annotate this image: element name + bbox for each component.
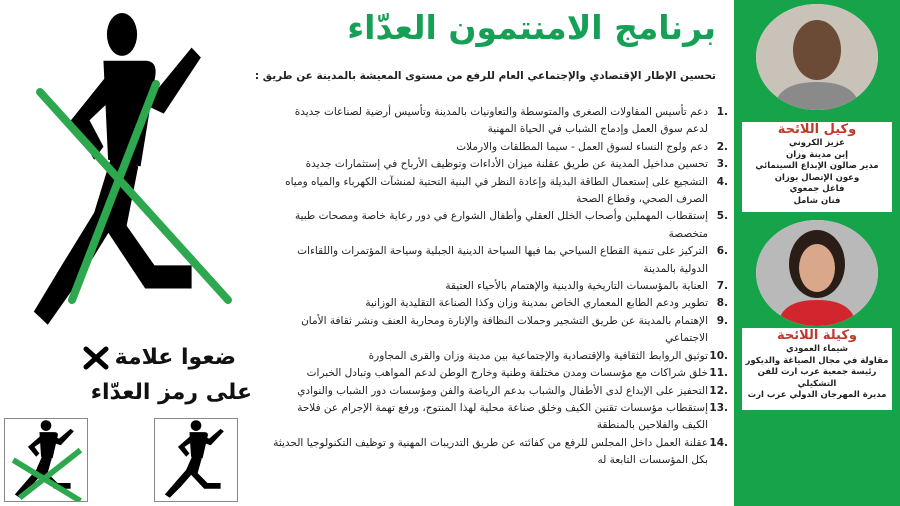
item-text: التشجيع على إستعمال الطاقة البديلة وإعادة النظر في البنية التحتية لمنشآت الكهرباء والمياه ومياه الصرف الصحي، وقطاع الصحة — [285, 175, 708, 206]
list-item — [270, 400, 728, 435]
item-number: 9. — [716, 314, 728, 327]
card-line: شيماء العمودي — [785, 344, 849, 354]
item-number: 10. — [709, 349, 728, 362]
list-item — [270, 365, 728, 382]
vote-instruction-line1 — [83, 345, 236, 370]
card-line: التشكيلي — [797, 378, 837, 389]
item-text: تطوير ودعم الطابع المعماري الخاص بمدينة وزان وكذا الصناعة التقليدية الوزانية — [365, 297, 708, 310]
candidate-card-1 — [742, 122, 892, 212]
item-text: دعم ولوج النساء لسوق العمل - سيما المطلقات والارملات — [456, 140, 708, 153]
item-text: توثيق الروابط الثقافية والإقتصادية والإجتماعية بين مدينة وزان والقرى المجاورة — [368, 349, 708, 362]
card-title: وكيلة اللائحة — [776, 328, 857, 343]
candidates-panel — [734, 0, 900, 506]
item-number: 8. — [716, 297, 728, 310]
list-item — [270, 243, 728, 278]
list-item — [270, 313, 728, 348]
item-number: 6. — [716, 245, 728, 258]
list-item — [270, 295, 728, 312]
list-item — [270, 383, 728, 400]
card-line: عزيز الكروني — [789, 138, 845, 148]
card-line: إبن مدينة وزان — [785, 149, 848, 160]
item-number: 5. — [716, 210, 728, 223]
item-text: خلق شراكات مع مؤسسات ومدن مختلفة وطنية وخارج الوطن لدعم المواهب وتبادل الخبرات — [306, 367, 708, 380]
item-number: 7. — [716, 280, 728, 293]
list-item — [270, 435, 728, 470]
card-line: مديرة المهرجان الدولي عرب ارت — [747, 390, 887, 400]
vote-instruction-line2: على رمز العدّاء — [90, 380, 252, 405]
black-x-mark-icon — [83, 346, 109, 370]
item-number: 2. — [716, 140, 728, 153]
card-line: فاعل جمعوي — [789, 184, 845, 194]
item-number: 4. — [716, 175, 728, 188]
list-item — [270, 348, 728, 365]
item-text: الإهتمام بالمدينة عن طريق التشجير وحملات النظافة والإنارة ومحاربة العنف ونشر ثقافة الأمان الاجتماعي — [301, 314, 708, 345]
card-title: وكيل اللائحة — [777, 122, 857, 137]
item-number: 12. — [709, 384, 728, 397]
item-number: 11. — [709, 367, 728, 380]
runner-example-crossed-icon — [5, 419, 87, 501]
list-item — [270, 139, 728, 156]
vote-instruction-text: ضعوا علامة — [114, 345, 236, 370]
card-line: وعون الإتصال بوزان — [774, 172, 860, 183]
candidate-card-2 — [742, 328, 892, 410]
program-subtitle: تحسين الإطار الإقتصادي والإجتماعي العام للرفع من مستوى المعيشة بالمدينة عن طريق : — [254, 70, 716, 82]
list-item — [270, 156, 728, 173]
green-cross-icon — [0, 0, 262, 340]
list-item — [270, 208, 728, 243]
item-number: 13. — [709, 401, 728, 414]
item-text: التركيز على تنمية القطاع السياحي بما فيها السياحة الدينية الجبلية وسياحة المؤتمرات واللقاءات الدولية بالمدينة — [297, 245, 708, 275]
candidate-photo-male — [756, 4, 878, 110]
item-text: إستقطاب مؤسسات تقنين الكيف وخلق صناعة محلية لهذا المنتوج، ورفع تهمة الإجرام عن فلاحة الكيف والفلاحين بالمنطقة — [297, 401, 708, 432]
item-number: 1. — [716, 106, 728, 118]
item-text: التحفيز على الإبداع لدى الأطفال والشباب بدعم الرياضة والفن ومؤسسات دور الشباب والنوادي — [297, 384, 708, 397]
item-text: عقلنة العمل داخل المجلس للرفع من كفائته عن طريق التدريبات المهنية و توظيف التكنولوجيا الحديثة بكل المؤسسات التابعة له — [273, 436, 708, 467]
item-text: إستقطاب المهملين وأصحاب الخلل العقلي وأطفال الشوارع في دور رعاية خاصة ومصحات طبية متخصصة — [294, 210, 708, 240]
item-number: 3. — [716, 158, 728, 171]
list-item — [270, 104, 728, 139]
program-title: برنامج الامنتمون العدّاء — [347, 8, 716, 47]
runner-example — [154, 418, 238, 502]
item-text: دعم تأسيس المقاولات الصغرى والمتوسطة والتعاونيات بالمدينة وتأسيس أرضية لصناعات جديدة لدعم سوق العمل وإدماج الشباب في الحياة المهنية — [294, 106, 708, 136]
card-line: فنان شامل — [793, 195, 841, 206]
item-text: العناية بالمؤسسات التاريخية والدينية والإهتمام بالأحياء العتيقة — [445, 280, 708, 293]
program-list — [270, 104, 728, 470]
list-item — [270, 174, 728, 209]
program-panel — [254, 0, 734, 506]
candidate-photo-female — [756, 220, 878, 326]
item-text: تحسين مداخيل المدينة عن طريق عقلنة ميزان الأداءات وتوظيف الأرباح في إستثمارات جديدة — [305, 158, 708, 171]
runner-example-icon — [155, 419, 237, 501]
card-line: مقاولة في مجال الصياغة والديكور — [745, 355, 889, 366]
runner-example-crossed — [4, 418, 88, 502]
item-number: 14. — [709, 436, 728, 449]
card-line: رئيسة جمعية عرب ارت للفن — [757, 367, 877, 377]
card-line: مدير صالون الإبداع السينمائي — [755, 161, 879, 171]
runner-panel — [0, 0, 262, 506]
list-item — [270, 278, 728, 295]
